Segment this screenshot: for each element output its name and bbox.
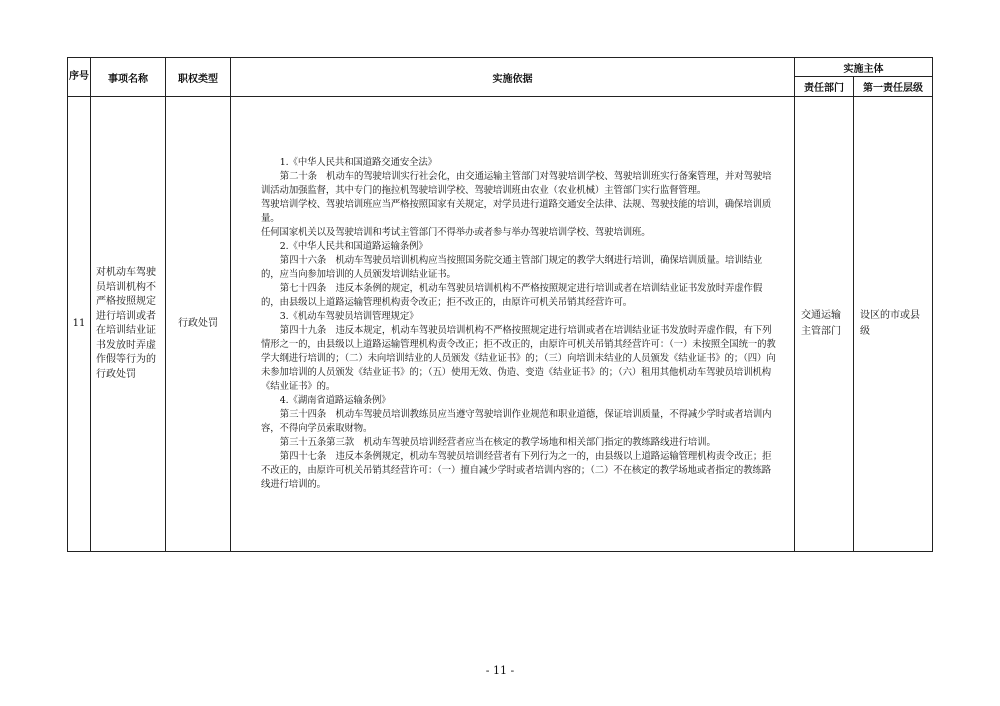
basis-paragraph: 1.《中华人民共和国道路交通安全法》 <box>279 157 437 168</box>
basis-paragraph: 4.《湖南省道路运输条例》 <box>279 395 391 406</box>
row-seq: 11 <box>68 97 91 552</box>
basis-paragraph: 第七十四条 违反本条例的规定，机动车驾驶员培训机构不严格按照规定进行培训或者在培训结业证书发放时弄虚作假的，由县级以上道路运输管理机构责令改正；拒不改正的，由原许可机关吊销其经营许可。 <box>261 283 763 308</box>
basis-paragraph: 第二十条 机动车的驾驶培训实行社会化，由交通运输主管部门对驾驶培训学校、驾驶培训班实行备案管理，并对驾驶培训活动加强监督，其中专门的拖拉机驾驶培训学校、驾驶培训班由农业（农业机械）主管部门实行监督管理。 <box>261 171 772 196</box>
basis-paragraph: 驾驶培训学校、驾驶培训班应当严格按照国家有关规定，对学员进行道路交通安全法律、法规、驾驶技能的培训，确保培训质量。 <box>261 199 772 224</box>
basis-paragraph: 第四十九条 违反本规定，机动车驾驶员培训机构不严格按照规定进行培训或者在培训结业证书发放时弄虚作假，有下列情形之一的，由县级以上道路运输管理机构责令改正；拒不改正的，由原许可机关吊销其经营许可：（一）未按照全国统一的教学大纲进行培训的；（二）未向培训结业的人员颁发《结业证书》的；（三）向培训未结业的人员颁发《结业证书》的；（四）向未参加培训的人员颁发《结业证书》的；（五）使用无效、伪造、变造《结业证书》的；（六）租用其他机动车驾驶员培训机构《结业证书》的。 <box>261 325 776 392</box>
row-item-name: 对机动车驾驶员培训机构不严格按照规定进行培训或者在培训结业证书发放时弄虚作假等行为的行政处罚 <box>91 97 166 552</box>
basis-text-block <box>261 156 780 492</box>
header-power-type: 职权类型 <box>166 58 231 97</box>
basis-paragraph: 3.《机动车驾驶员培训管理规定》 <box>279 311 419 322</box>
row-dept-text: 交通运输主管部门 <box>801 310 841 337</box>
header-responsible-dept: 责任部门 <box>795 77 854 97</box>
table-row <box>68 97 933 552</box>
row-level <box>854 97 933 552</box>
basis-paragraph: 2.《中华人民共和国道路运输条例》 <box>279 241 428 252</box>
basis-paragraph: 第三十五条第三款 机动车驾驶员培训经营者应当在核定的教学场地和相关部门指定的教练路线进行培训。 <box>279 437 716 448</box>
basis-paragraph: 第四十七条 违反本条例规定，机动车驾驶员培训经营者有下列行为之一的，由县级以上道路运输管理机构责令改正；拒不改正的，由原许可机关吊销其经营许可：（一）擅自减少学时或者培训内容的；（二）不在核定的教学场地或者指定的教练路线进行培训的。 <box>261 451 772 490</box>
header-implementing-subject: 实施主体 <box>795 58 933 77</box>
header-basis: 实施依据 <box>231 58 795 97</box>
header-item-name: 事项名称 <box>91 58 166 97</box>
basis-paragraph: 第四十六条 机动车驾驶员培训机构应当按照国务院交通主管部门规定的教学大纲进行培训，确保培训质量。培训结业的，应当向参加培训的人员颁发培训结业证书。 <box>261 255 763 280</box>
row-level-text: 设区的市或县级 <box>860 310 920 337</box>
power-list-table <box>67 57 933 552</box>
row-dept <box>795 97 854 552</box>
row-power-type: 行政处罚 <box>166 97 231 552</box>
basis-paragraph: 任何国家机关以及驾驶培训和考试主管部门不得举办或者参与举办驾驶培训学校、驾驶培训班。 <box>261 227 651 238</box>
basis-paragraph: 第三十四条 机动车驾驶员培训教练员应当遵守驾驶培训作业规范和职业道德，保证培训质量，不得减少学时或者培训内容，不得向学员索取财物。 <box>261 409 772 434</box>
header-seq: 序号 <box>68 58 91 97</box>
row-basis <box>231 97 795 552</box>
page-number: - 11 - <box>485 664 515 677</box>
header-first-level: 第一责任层级 <box>854 77 933 97</box>
